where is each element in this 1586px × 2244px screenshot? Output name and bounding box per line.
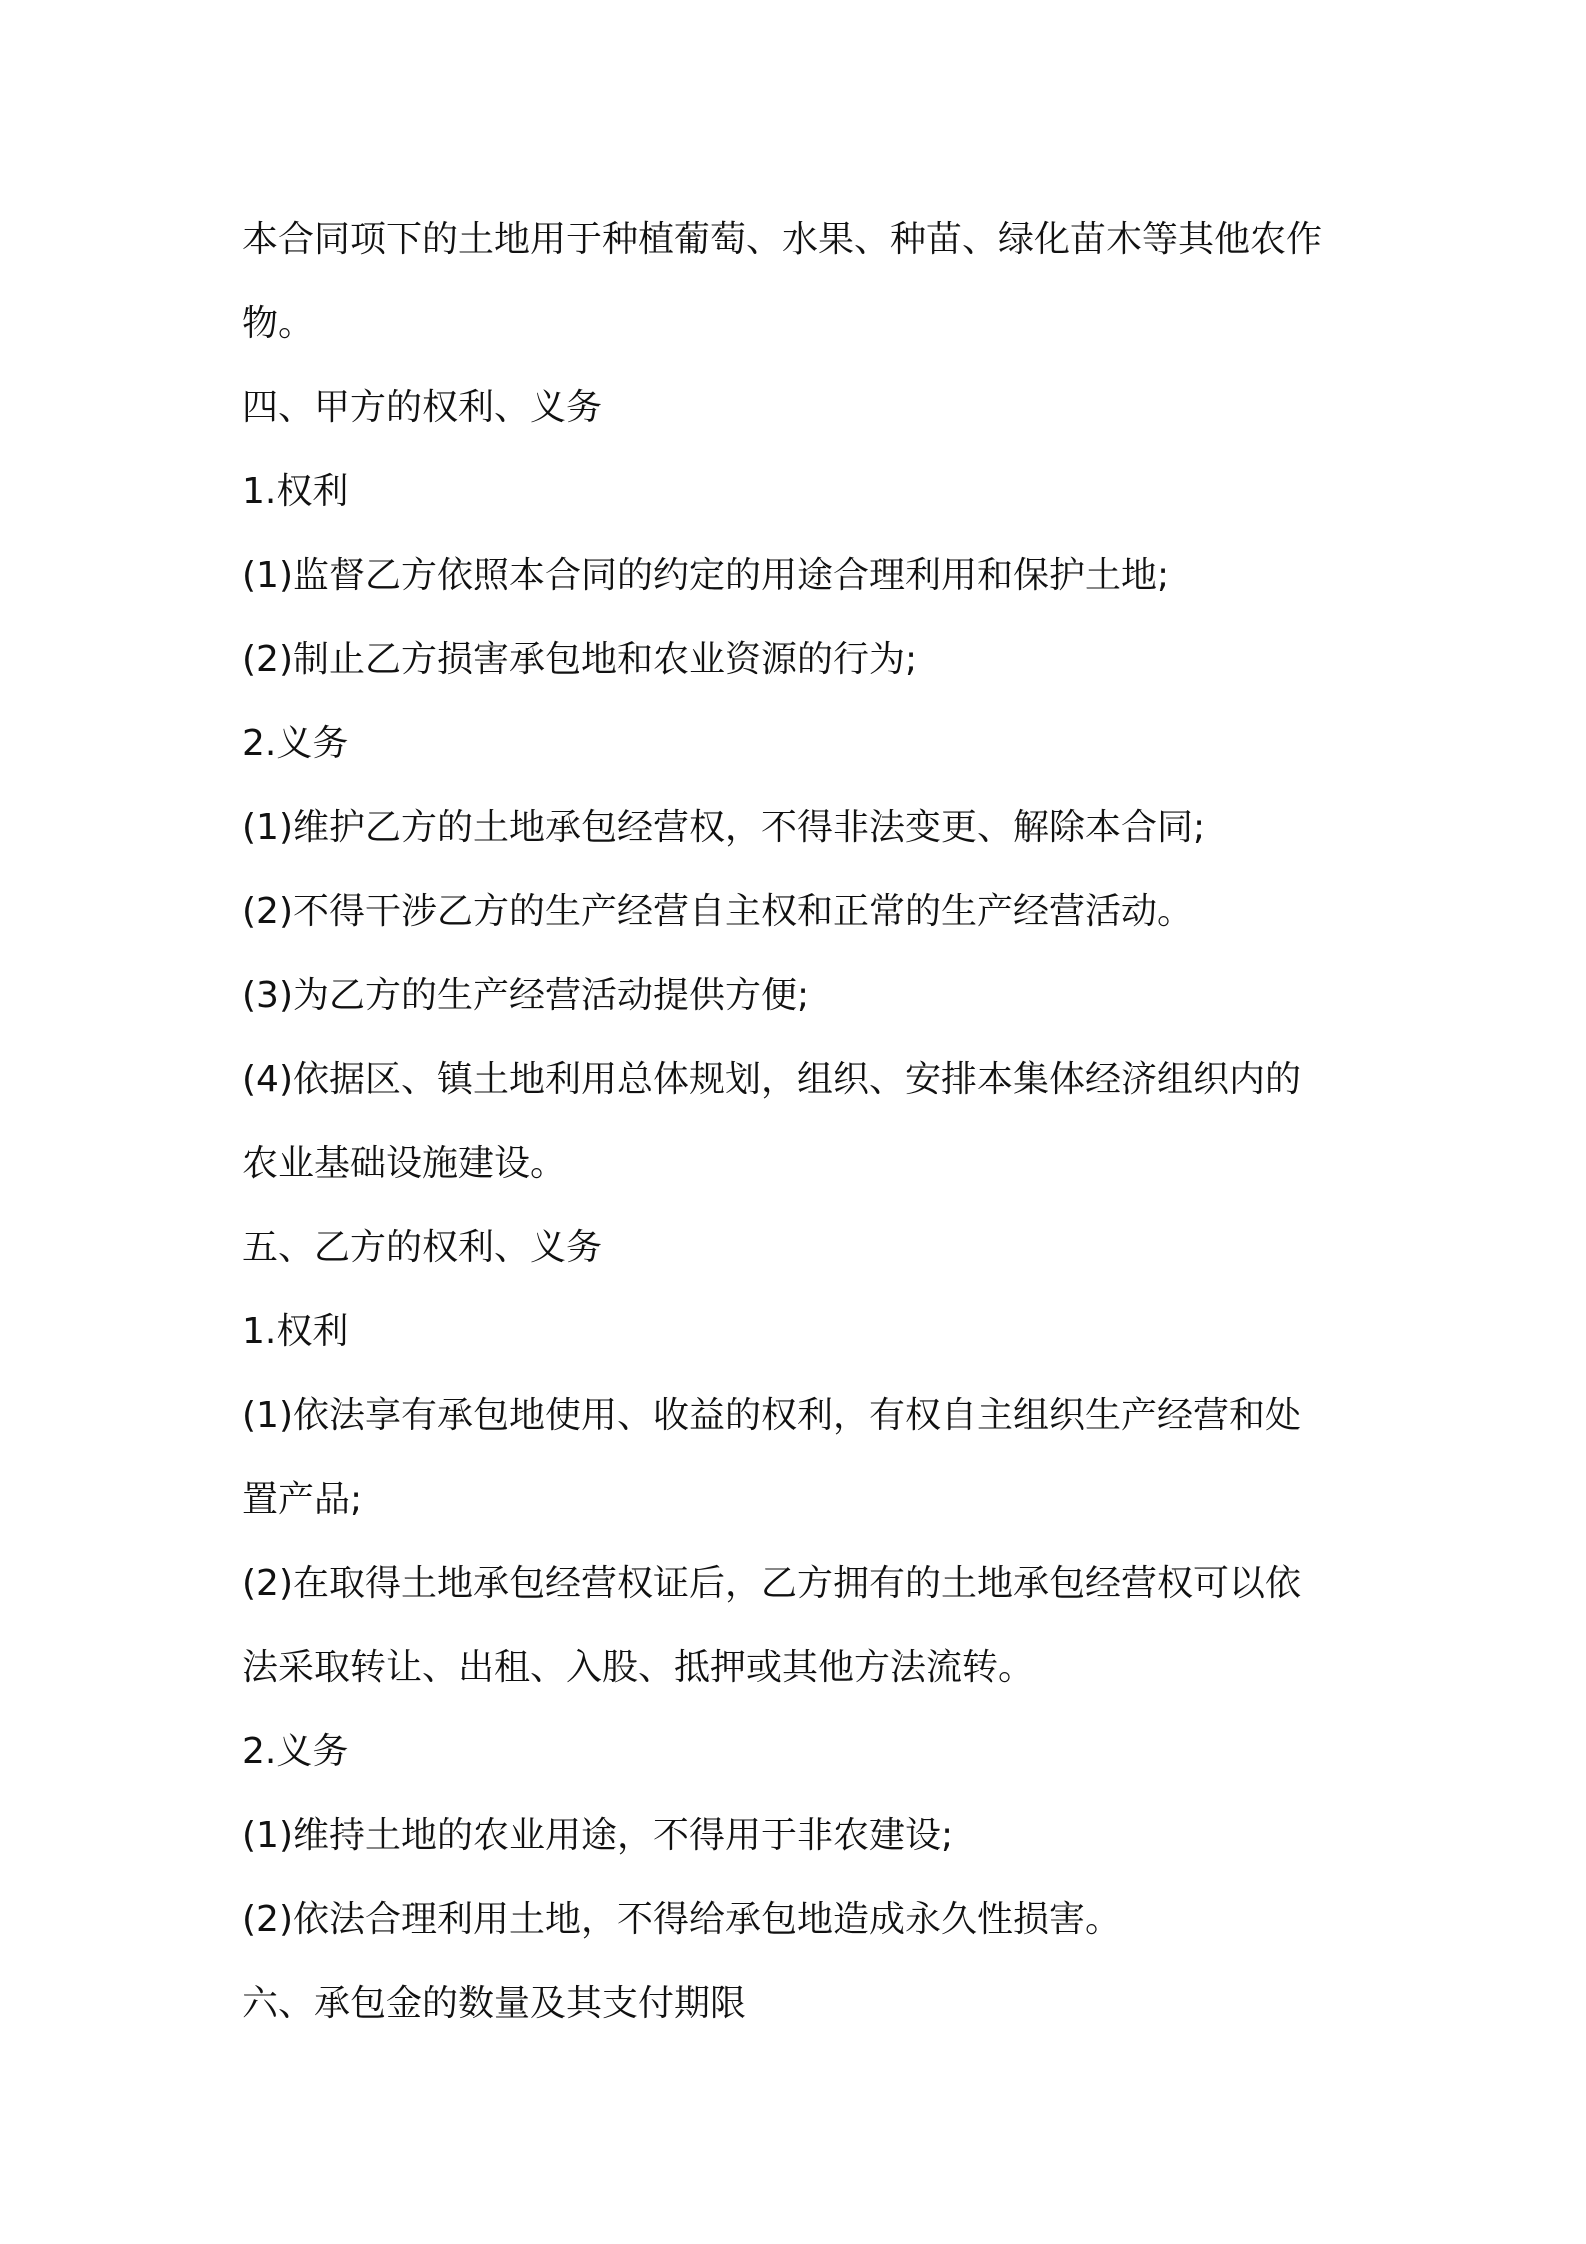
section-heading: 六、承包金的数量及其支付期限 <box>242 1983 747 2024</box>
subsection-heading: 1.权利 <box>242 1311 349 1352</box>
paragraph-line: 物。 <box>242 303 315 344</box>
subsection-heading: 1.权利 <box>242 471 349 512</box>
list-item: (4)依据区、镇土地利用总体规划，组织、安排本集体经济组织内的 <box>242 1059 1301 1100</box>
section-heading: 五、乙方的权利、义务 <box>242 1227 603 1268</box>
section-heading: 四、甲方的权利、义务 <box>242 387 603 428</box>
subsection-heading: 2.义务 <box>242 1731 349 1772</box>
list-item: (2)不得干涉乙方的生产经营自主权和正常的生产经营活动。 <box>242 891 1193 932</box>
subsection-heading: 2.义务 <box>242 723 349 764</box>
list-item: (2)制止乙方损害承包地和农业资源的行为; <box>242 639 918 680</box>
list-item-continuation: 置产品; <box>242 1479 363 1520</box>
list-item: (1)依法享有承包地使用、收益的权利，有权自主组织生产经营和处 <box>242 1395 1301 1436</box>
document-body <box>242 198 1362 2046</box>
list-item: (2)依法合理利用土地，不得给承包地造成永久性损害。 <box>242 1899 1121 1940</box>
list-item: (1)维持土地的农业用途，不得用于非农建设; <box>242 1815 954 1856</box>
list-item: (3)为乙方的生产经营活动提供方便; <box>242 975 810 1016</box>
list-item: (1)监督乙方依照本合同的约定的用途合理利用和保护土地; <box>242 555 1170 596</box>
list-item: (2)在取得土地承包经营权证后，乙方拥有的土地承包经营权可以依 <box>242 1563 1301 1604</box>
list-item: (1)维护乙方的土地承包经营权，不得非法变更、解除本合同; <box>242 807 1206 848</box>
list-item-continuation: 法采取转让、出租、入股、抵押或其他方法流转。 <box>242 1647 1035 1688</box>
list-item-continuation: 农业基础设施建设。 <box>242 1143 567 1184</box>
paragraph-line: 本合同项下的土地用于种植葡萄、水果、种苗、绿化苗木等其他农作 <box>242 219 1323 260</box>
